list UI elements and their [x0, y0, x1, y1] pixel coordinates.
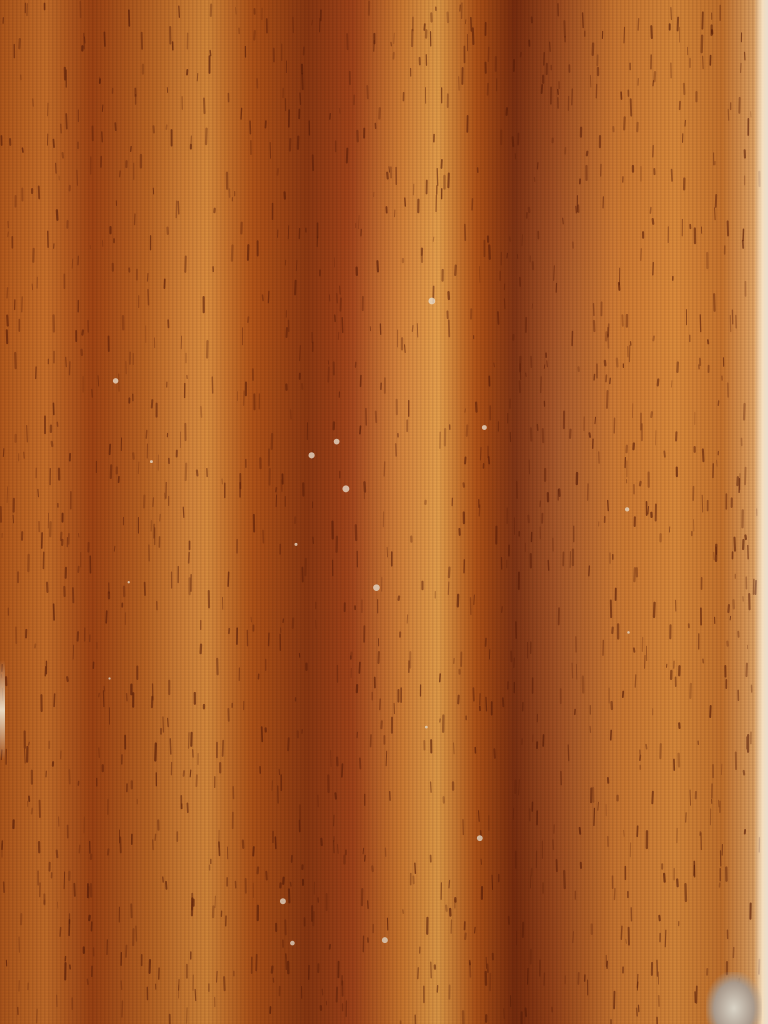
- board-edge: [754, 0, 768, 1024]
- board-gap: [0, 660, 5, 760]
- corner-chip: [706, 972, 762, 1024]
